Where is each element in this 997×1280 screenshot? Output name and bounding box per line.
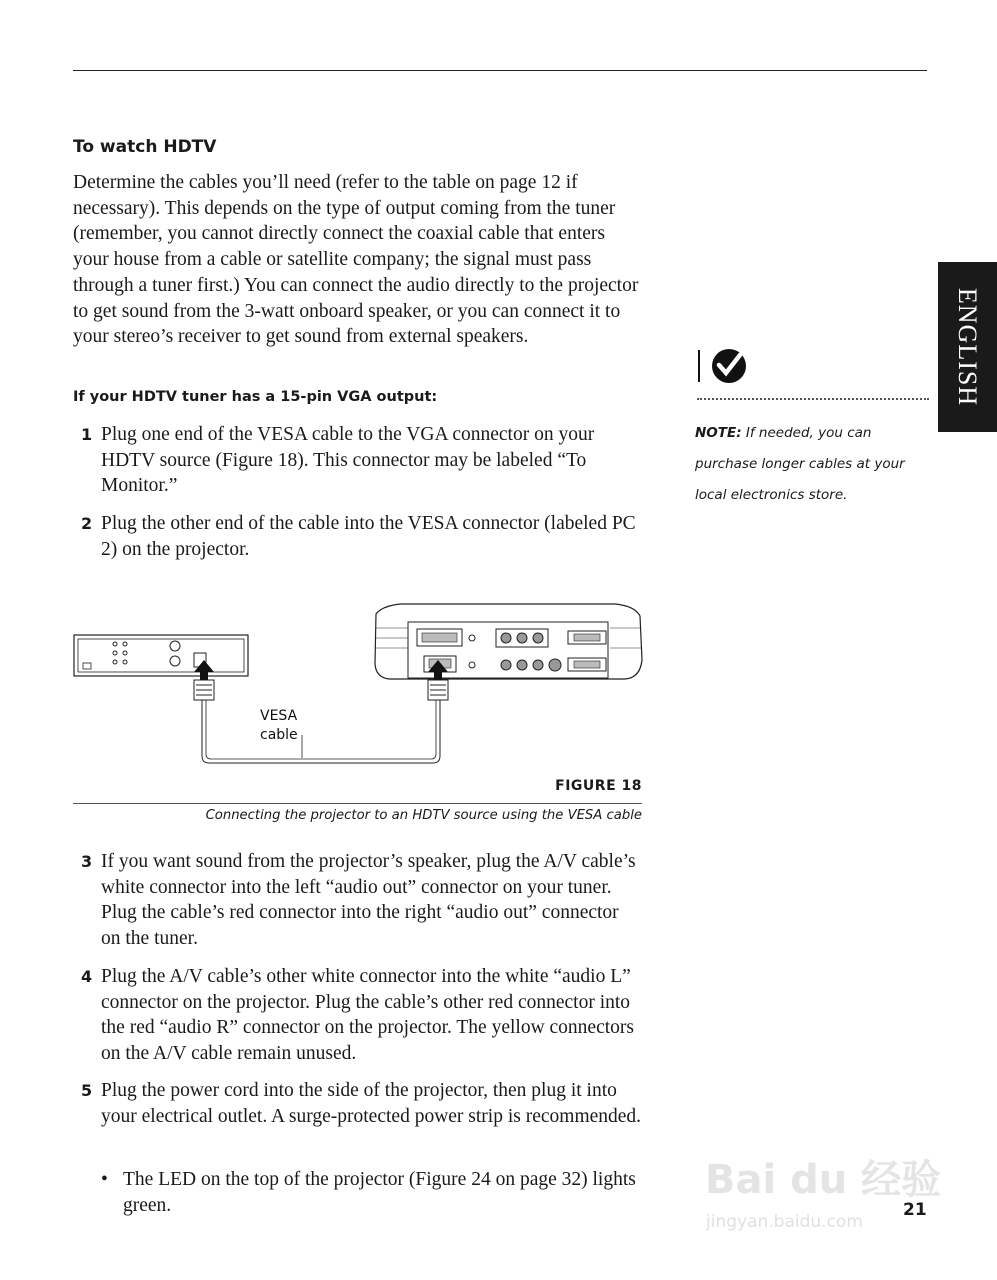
step-3 [73,849,643,952]
language-tab [938,262,997,432]
note-text: If needed, you can purchase longer cables at your local electronics store. [695,425,905,503]
language-tab-label: ENGLISH [953,287,983,407]
cable-label-line-1: VESA [260,708,298,724]
step-5 [73,1078,643,1129]
step-text: Plug the other end of the cable into the VESA connector (labeled PC 2) on the projector. [101,513,636,560]
step-text: Plug the power cord into the side of the projector, then plug it into your electrical outlet. A surge-protected power strip is recommended. [101,1080,642,1127]
projector-illustration [375,604,642,679]
top-rule [73,70,927,71]
sidebar-note [695,418,925,511]
step-number: 5 [81,1081,93,1100]
step-number: 1 [81,425,93,444]
step-number: 3 [81,852,93,871]
page-number: 21 [903,1200,927,1220]
step-number: 4 [81,967,93,986]
watermark-logo: Bai du 经验 [705,1157,942,1203]
section-heading: To watch HDTV [73,137,217,157]
bullet-dot: • [101,1169,108,1190]
bullet-text: The LED on the top of the projector (Figure 24 on page 32) lights green. [123,1169,636,1216]
hdtv-tuner-illustration [74,635,248,676]
bullet-item [101,1167,641,1218]
figure-caption: Connecting the projector to an HDTV source using the VESA cable [205,808,642,823]
figure-18-diagram [70,598,645,770]
step-text: Plug the A/V cable’s other white connector into the white “audio L” connector on the projector. Plug the cable’s other red connector into the red “audio R” connector on the projector. The yellow connectors on the A/V cable remain unused. [101,966,634,1065]
intro-paragraph: Determine the cables you’ll need (refer to the table on page 12 if necessary). This depends on the type of output coming from the tuner (remember, you cannot directly connect the coaxial cable that enters your house from a cable or satellite company; the signal must pass through a tuner first.) You can connect the audio directly to the projector to get sound from the 3-watt onboard speaker, or you can connect it to your stereo’s receiver to get sound from external speakers. [73,172,639,348]
step-4 [73,964,643,1067]
step-text: If you want sound from the projector’s speaker, plug the A/V cable’s white connector into the left “audio out” connector on your tuner. Plug the cable’s red connector into the right “audio out” connector on the tuner. [101,851,636,950]
vesa-cable-illustration [194,680,448,763]
note-divider [697,398,929,400]
step-2 [73,511,643,562]
step-number: 2 [81,514,93,533]
step-text: Plug one end of the VESA cable to the VGA connector on your HDTV source (Figure 18). This connector may be labeled “To Monitor.” [101,424,595,497]
cable-label-line-2: cable [260,727,298,743]
subheading: If your HDTV tuner has a 15-pin VGA output: [73,389,438,405]
note-checkmark-icon [697,345,751,385]
figure-rule [73,803,642,804]
watermark-url: jingyan.baidu.com [706,1212,863,1232]
step-1 [73,422,643,499]
note-label: NOTE: [695,425,742,441]
figure-label: FIGURE 18 [555,778,642,794]
